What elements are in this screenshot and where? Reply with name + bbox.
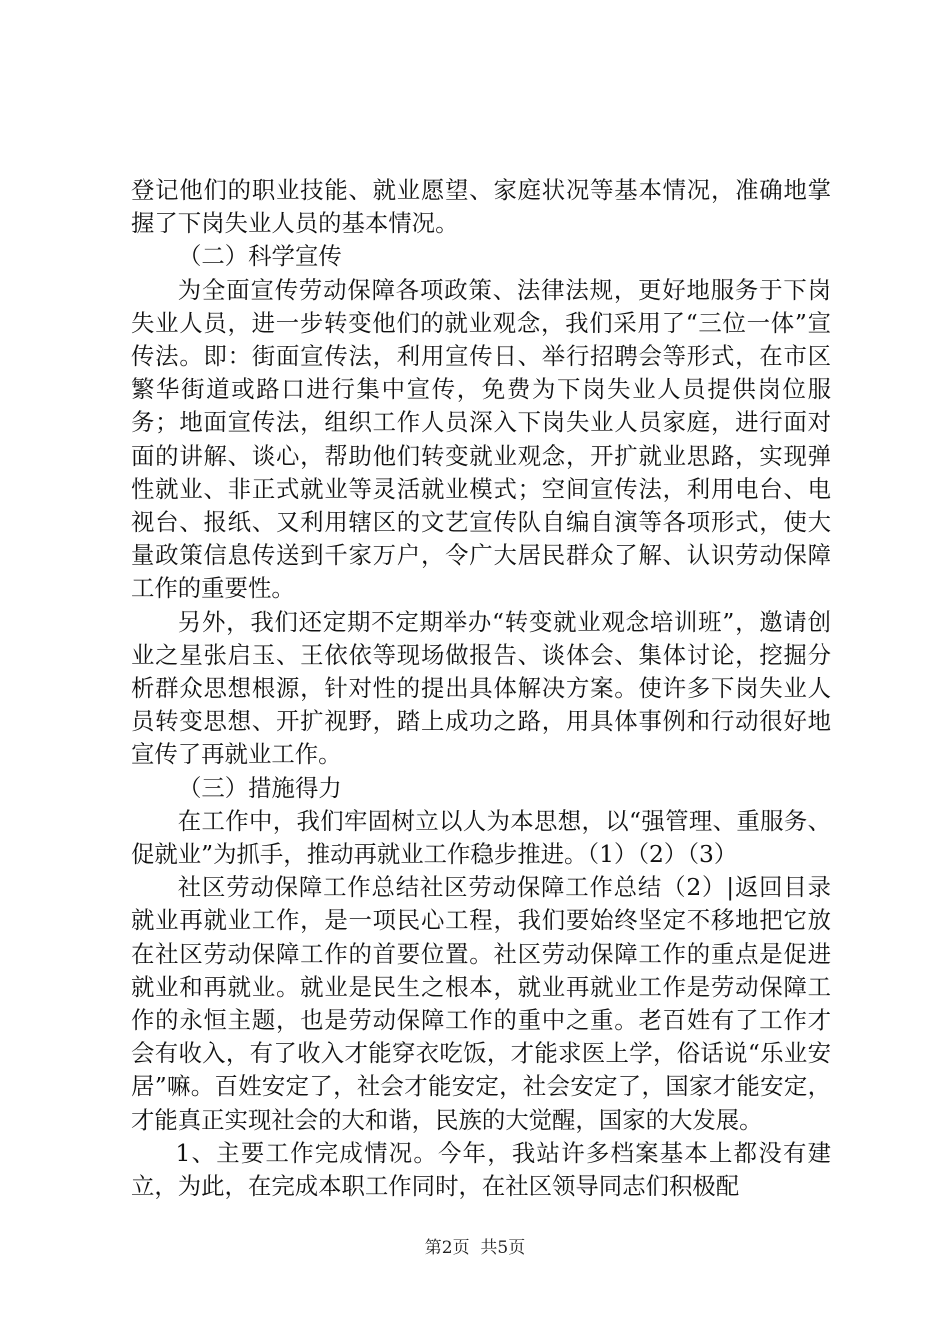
page-number-label: 第2页 共5页	[424, 1238, 526, 1258]
paragraph-1: 登记他们的职业技能、就业愿望、家庭状况等基本情况，准确地掌握了下岗失业人员的基本情况。	[131, 176, 831, 238]
paragraph-training: 另外，我们还定期不定期举办“转变就业观念培训班”，邀请创业之星张启玉、王依依等现场做报告、谈体会、集体讨论，挖掘分析群众思想根源，针对性的提出具体解决方案。使许多下岗失业人员转变思想、开扩视野，踏上成功之路，用具体事例和行动很好地宣传了再就业工作。	[131, 607, 831, 769]
section-heading-3: （三）措施得力	[178, 773, 342, 802]
paragraph-summary: 社区劳动保障工作总结社区劳动保障工作总结（2）|返回目录就业再就业工作，是一项民心工程，我们要始终坚定不移地把它放在社区劳动保障工作的首要位置。社区劳动保障工作的重点是促进就业和再就业。就业是民生之根本，就业再就业工作是劳动保障工作的永恒主题，也是劳动保障工作的重中之重。老百姓有了工作才会有收入，有了收入才能穿衣吃饭，才能求医上学，俗话说“乐业安居”嘛。百姓安定了，社会才能安定，社会安定了，国家才能安定，才能真正实现社会的大和谐，民族的大觉醒，国家的大发展。	[131, 873, 831, 1134]
page-footer	[0, 1236, 950, 1260]
section-heading-2: （二）科学宣传	[178, 242, 342, 271]
paragraph-main-work: 1、主要工作完成情况。今年，我站许多档案基本上都没有建立，为此，在完成本职工作同时，在社区领导同志们积极配	[131, 1138, 831, 1201]
paragraph-measures: 在工作中，我们牢固树立以人为本思想，以“强管理、重服务、促就业”为抓手，推动再就业工作稳步推进。（1）（2）（3）	[131, 806, 831, 869]
paragraph-publicity: 为全面宣传劳动保障各项政策、法律法规，更好地服务于下岗失业人员，进一步转变他们的就业观念，我们采用了“三位一体”宣传法。即：街面宣传法，利用宣传日、举行招聘会等形式，在市区繁华街道或路口进行集中宣传，免费为下岗失业人员提供岗位服务；地面宣传法，组织工作人员深入下岗失业人员家庭，进行面对面的讲解、谈心，帮助他们转变就业观念，开扩就业思路，实现弹性就业、非正式就业等灵活就业模式；空间宣传法，利用电台、电视台、报纸、又利用辖区的文艺宣传队自编自演等各项形式，使大量政策信息传送到千家万户，令广大居民群众了解、认识劳动保障工作的重要性。	[131, 275, 831, 603]
document-body	[131, 174, 831, 1203]
